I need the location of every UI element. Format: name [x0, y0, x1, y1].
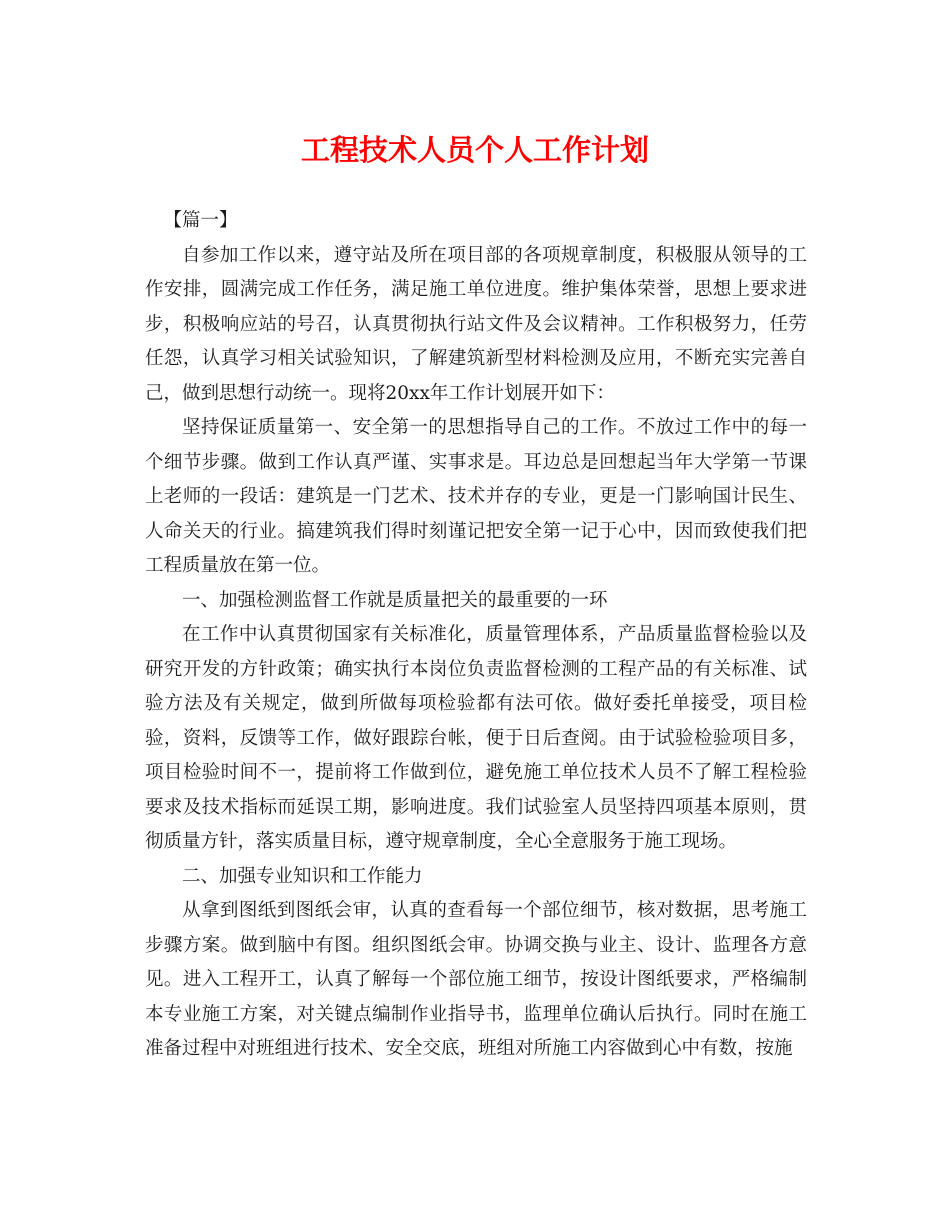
section-heading: 一、加强检测监督工作就是质量把关的最重要的一环: [182, 589, 608, 611]
document-title: 工程技术人员个人工作计划: [300, 133, 649, 167]
paragraph: 自参加工作以来，遵守站及所在项目部的各项规章制度，积极服从领导的工作安排，圆满完成工作任务，满足施工单位进度。维护集体荣誉，思想上要求进步，积极响应站的号召，认真贯彻执行站文件及会议精神。工作积极努力，任劳任怨，认真学习相关试验知识，了解建筑新型材料检测及应用，不断充实完善自己，做到思想行动统一。现将20xx年工作计划展开如下：: [145, 244, 807, 404]
paragraph: 在工作中认真贯彻国家有关标准化，质量管理体系，产品质量监督检验以及研究开发的方针政策；确实执行本岗位负责监督检测的工程产品的有关标准、试验方法及有关规定，做到所做每项检验都有法可依。做好委托单接受，项目检验，资料，反馈等工作，做好跟踪台帐，便于日后查阅。由于试验检验项目多，项目检验时间不一，提前将工作做到位，避免施工单位技术人员不了解工程检验要求及技术指标而延误工期，影响进度。我们试验室人员坚持四项基本原则，贯彻质量方针，落实质量目标，遵守规章制度，全心全意服务于施工现场。: [145, 624, 807, 852]
paragraph: 从拿到图纸到图纸会审，认真的查看每一个部位细节，核对数据，思考施工步骤方案。做到脑中有图。组织图纸会审。协调交换与业主、设计、监理各方意见。进入工程开工，认真了解每一个部位施工细节，按设计图纸要求，严格编制本专业施工方案，对关键点编制作业指导书，监理单位确认后执行。同时在施工准备过程中对班组进行技术、安全交底，班组对所施工内容做到心中有数，按施: [145, 900, 807, 1059]
section-label: 【篇一】: [163, 210, 238, 231]
section-heading: 二、加强专业知识和工作能力: [182, 865, 423, 887]
document-body: [145, 204, 807, 1067]
paragraph: 坚持保证质量第一、安全第一的思想指导自己的工作。不放过工作中的每一个细节步骤。做到工作认真严谨、实事求是。耳边总是回想起当年大学第一节课上老师的一段话：建筑是一门艺术、技术并存的专业，更是一门影响国计民生、人命关天的行业。搞建筑我们得时刻谨记把安全第一记于心中，因而致使我们把工程质量放在第一位。: [145, 417, 807, 576]
